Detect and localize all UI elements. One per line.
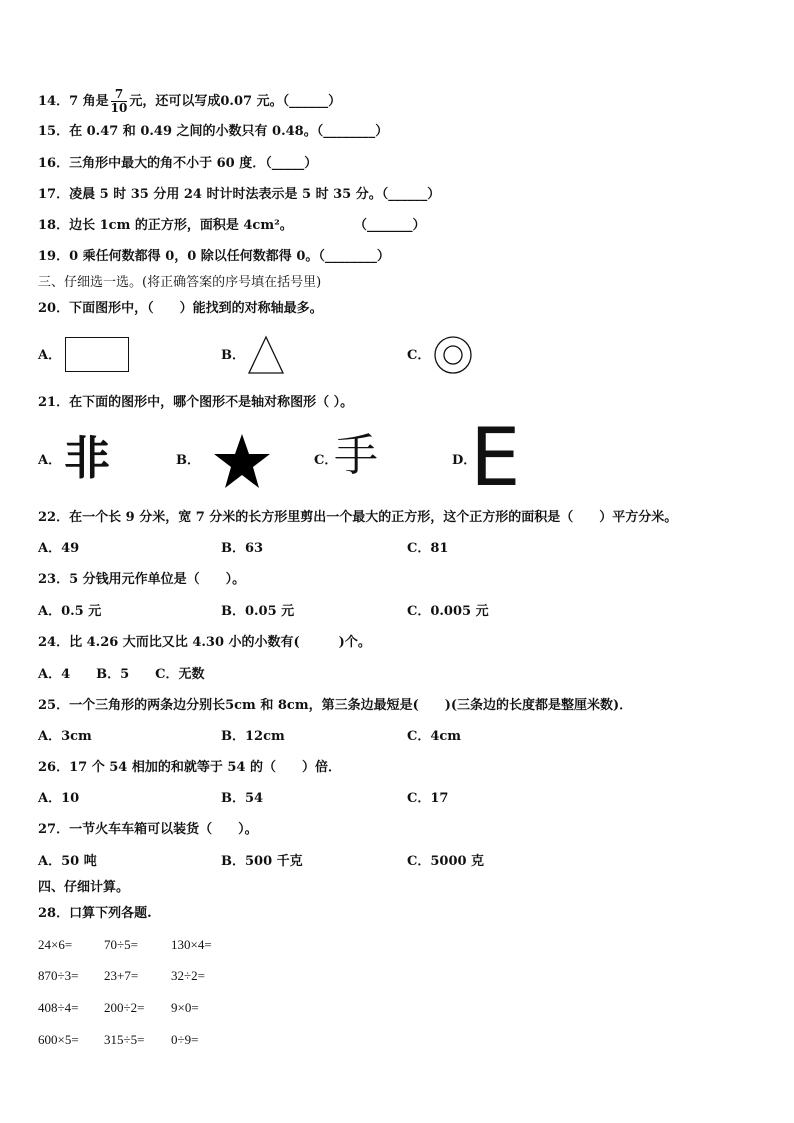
q23-option-a: A．0.5 元 — [38, 604, 102, 619]
calc-item: 408÷4= — [38, 1000, 79, 1015]
question-22-stem: 22．在一个长 9 分米，宽 7 分米的长方形里剪出一个最大的正方形，这个正方形的面积是（ ）平方分米。 — [38, 510, 678, 525]
q20-option-b-label: B． — [221, 348, 245, 363]
calc-item: 600×5= — [38, 1032, 79, 1047]
q27-option-c: C．5000 克 — [407, 854, 485, 869]
q21-option-a-label: A． — [38, 453, 62, 468]
question-23-stem: 23．5 分钱用元作单位是（ ）。 — [38, 572, 246, 587]
section-4-heading: 四、仔细计算。 — [38, 880, 130, 895]
q22-option-b: B．63 — [221, 541, 264, 556]
glyph-fei: 非 — [64, 431, 110, 485]
calc-item: 130×4= — [171, 937, 212, 952]
question-16: 16．三角形中最大的角不小于 60 度．（_____） — [38, 156, 318, 171]
question-27-stem: 27．一节火车车箱可以装货（ ）。 — [38, 822, 258, 837]
q26-option-b: B．54 — [221, 791, 264, 806]
q18-text: 18．边长 1cm 的正方形，面积是 4cm²。 — [38, 218, 293, 233]
question-20-stem: 20．下面图形中，（ ）能找到的对称轴最多。 — [38, 301, 323, 316]
q20-option-c-label: C． — [407, 348, 431, 363]
rectangle-shape — [65, 337, 129, 372]
triangle-shape — [247, 335, 285, 375]
q26-option-a: A．10 — [38, 791, 80, 806]
q20-option-a-label: A． — [38, 348, 62, 363]
q14-suffix: 元，还可以写成0.07 元。（______） — [129, 94, 342, 109]
question-15: 15．在 0.47 和 0.49 之间的小数只有 0.48。（________） — [38, 124, 389, 139]
question-26-stem: 26．17 个 54 相加的和就等于 54 的（ ）倍． — [38, 760, 341, 775]
question-24-stem: 24．比 4.26 大而比又比 4.30 小的小数有( )个。 — [38, 635, 371, 650]
q18-blank: （_______） — [354, 218, 426, 233]
calc-item: 23+7= — [104, 968, 139, 983]
q27-option-a: A．50 吨 — [38, 854, 97, 869]
calc-item: 200÷2= — [104, 1000, 145, 1015]
calc-item: 870÷3= — [38, 968, 79, 983]
question-28-stem: 28．口算下列各题. — [38, 906, 152, 921]
question-14 — [38, 88, 341, 115]
question-25-stem: 25．一个三角形的两条边分别长5cm 和 8cm，第三条边最短是( )(三条边的长度都是整厘米数)． — [38, 698, 633, 713]
q25-option-c: C．4cm — [407, 729, 462, 744]
calc-item: 9×0= — [171, 1000, 199, 1015]
glyph-e: E — [470, 411, 521, 504]
glyph-shou: 手 — [334, 430, 378, 481]
fraction-7-10 — [111, 88, 128, 115]
q21-option-c-label: C． — [314, 453, 338, 468]
q24-options: A．4 B．5 C．无数 — [38, 667, 205, 682]
fraction-denominator: 10 — [110, 101, 128, 115]
star-shape — [212, 433, 272, 489]
fraction-numerator: 7 — [111, 88, 128, 102]
q21-option-d-label: D． — [452, 453, 477, 468]
q22-option-c: C．81 — [407, 541, 449, 556]
calc-item: 315÷5= — [104, 1032, 145, 1047]
q25-option-a: A．3cm — [38, 729, 92, 744]
question-18 — [38, 217, 426, 235]
question-21-stem: 21．在下面的图形中，哪个图形不是轴对称图形（ ）。 — [38, 395, 354, 410]
q23-option-b: B．0.05 元 — [221, 604, 295, 619]
q21-option-b-label: B． — [176, 453, 200, 468]
calc-item: 70÷5= — [104, 937, 138, 952]
calc-item: 32÷2= — [171, 968, 205, 983]
q25-option-b: B．12cm — [221, 729, 285, 744]
q26-option-c: C．17 — [407, 791, 449, 806]
q27-option-b: B．500 千克 — [221, 854, 303, 869]
concentric-circles-shape — [433, 335, 473, 375]
calc-item: 0÷9= — [171, 1032, 199, 1047]
q23-option-c: C．0.005 元 — [407, 604, 489, 619]
q14-prefix: 14．7 角是 — [38, 94, 109, 109]
section-3-heading: 三、仔细选一选。(将正确答案的序号填在括号里) — [38, 275, 322, 290]
question-19: 19．0 乘任何数都得 0，0 除以任何数都得 0。（________） — [38, 249, 390, 264]
question-17: 17．凌晨 5 时 35 分用 24 时计时法表示是 5 时 35 分。（______） — [38, 187, 441, 202]
calc-item: 24×6= — [38, 937, 73, 952]
q22-option-a: A．49 — [38, 541, 80, 556]
